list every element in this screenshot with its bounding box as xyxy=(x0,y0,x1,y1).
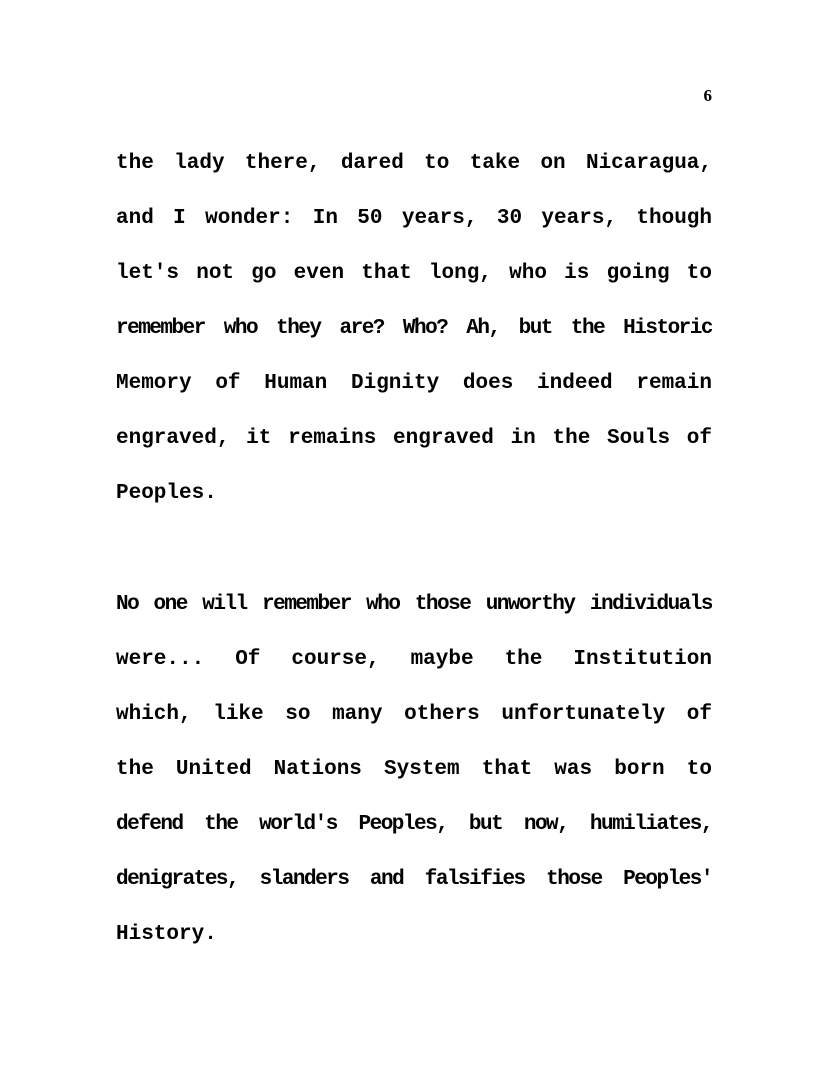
paragraph-1-line-4: remember who they are? Who? Ah, but the Historic xyxy=(116,317,712,340)
paragraph-1-line-1: the lady there, dared to take on Nicaragua, xyxy=(116,152,712,175)
paragraph-2-line-7: History. xyxy=(116,923,217,946)
paragraph-1-line-3: let's not go even that long, who is going to xyxy=(116,262,712,285)
paragraph-1-line-7: Peoples. xyxy=(116,482,217,505)
page-number: 6 xyxy=(703,86,712,105)
paragraph-1-line-5: Memory of Human Dignity does indeed remain xyxy=(116,372,712,395)
paragraph-2-line-3: which, like so many others unfortunately of xyxy=(116,703,712,726)
paragraph-2-line-5: defend the world's Peoples, but now, humiliates, xyxy=(116,813,712,836)
paragraph-1-line-6: engraved, it remains engraved in the Souls of xyxy=(116,427,712,450)
paragraph-1-line-2: and I wonder: In 50 years, 30 years, though xyxy=(116,207,712,230)
paragraph-2-line-6: denigrates, slanders and falsifies those Peoples' xyxy=(116,868,712,891)
paragraph-2-line-1: No one will remember who those unworthy individuals xyxy=(116,593,712,616)
paragraph-2-line-2: were... Of course, maybe the Institution xyxy=(116,648,712,671)
paragraph-2-line-4: the United Nations System that was born to xyxy=(116,758,712,781)
